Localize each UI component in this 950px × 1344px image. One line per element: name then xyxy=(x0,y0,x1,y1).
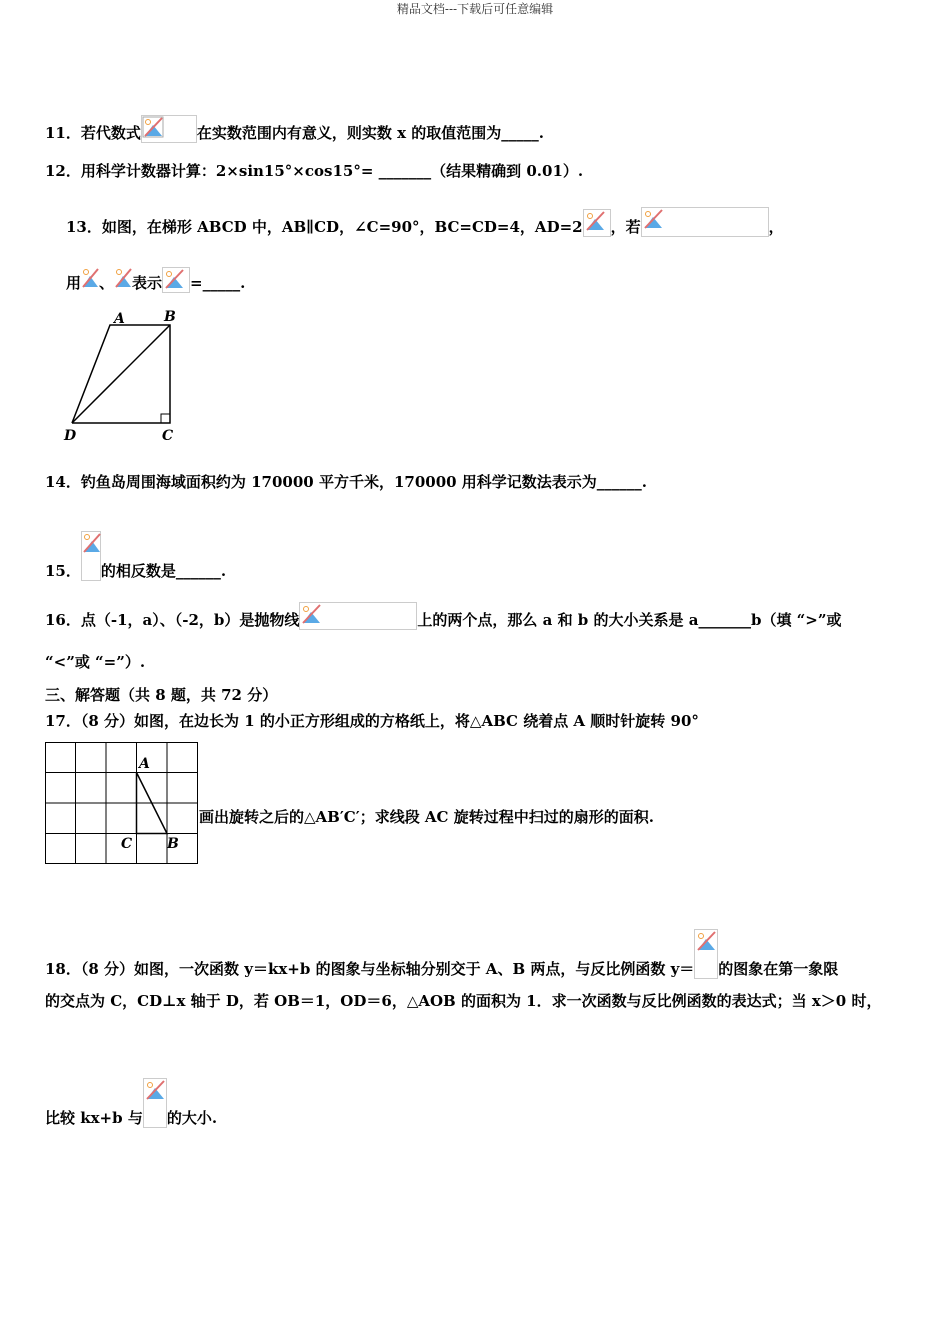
broken-image-icon xyxy=(641,207,769,237)
q17-text: 17．（8 分）如图，在边长为 1 的小正方形组成的方格纸上，将△ABC 绕着点 A 顺时针旋转 90° xyxy=(45,712,699,730)
broken-image-icon xyxy=(583,209,611,237)
q16-text-3: “<”或 “=”）. xyxy=(45,653,146,671)
q15-text: 15． xyxy=(45,562,81,580)
label-a: A xyxy=(114,311,125,327)
q18-text-2: 的图象在第一象限 xyxy=(718,960,839,978)
label-a: A xyxy=(139,756,150,772)
question-13 xyxy=(66,207,784,237)
broken-image-icon xyxy=(162,267,190,293)
question-11 xyxy=(45,115,544,143)
q17-text-2: 画出旋转之后的△AB′C′；求线段 AC 旋转过程中扫过的扇形的面积. xyxy=(199,808,654,826)
q13-text-2: ，若 xyxy=(610,218,641,236)
section-heading xyxy=(45,685,277,705)
q18-text: 18．（8 分）如图，一次函数 y＝kx+b 的图象与坐标轴分别交于 A、B 两点，与反比例函数 y＝ xyxy=(45,960,695,978)
question-16-line2 xyxy=(45,652,145,672)
q13-text-7: =_____. xyxy=(190,274,246,292)
question-12 xyxy=(45,161,583,181)
broken-image-icon xyxy=(81,267,99,293)
question-18-line2 xyxy=(45,991,881,1011)
broken-image-icon xyxy=(143,1078,167,1128)
q18-text-4: 比较 kx+b 与 xyxy=(45,1109,143,1127)
question-16 xyxy=(45,602,842,630)
label-c: C xyxy=(162,428,174,444)
broken-image-icon xyxy=(299,602,417,630)
broken-image-icon xyxy=(81,531,101,581)
q11-text-2: 在实数范围内有意义，则实数 x 的取值范围为_____. xyxy=(196,124,544,142)
q18-text-3: 的交点为 C，CD⊥x 轴于 D，若 OB＝1，OD＝6，△AOB 的面积为 1．求一次函数与反比例函数的表达式；当 x＞0 时， xyxy=(45,992,882,1010)
q12-text: 12．用科学计数器计算：2×sin15°×cos15°= _______（结果精确到 0.01）. xyxy=(45,162,584,180)
label-d: D xyxy=(64,428,77,444)
label-b: B xyxy=(164,309,176,325)
q13-text-4: 用 xyxy=(66,274,82,292)
q14-text: 14．钓鱼岛周围海域面积约为 170000 平方千米，170000 用科学记数法表示为______. xyxy=(45,473,648,491)
q13-text-3: ， xyxy=(768,218,784,236)
q16-text: 16．点（-1，a）、（-2，b）是抛物线 xyxy=(45,611,300,629)
question-13-line2 xyxy=(66,267,245,293)
question-18-line3 xyxy=(45,1078,217,1128)
q13-text-6: 表示 xyxy=(132,274,163,292)
broken-image-icon xyxy=(141,115,197,143)
label-c: C xyxy=(121,836,133,852)
section-title: 三、解答题（共 8 题，共 72 分） xyxy=(45,686,278,704)
question-18 xyxy=(45,929,838,979)
question-15 xyxy=(45,531,226,581)
question-17-line2 xyxy=(199,807,654,827)
q15-text-2: 的相反数是______. xyxy=(100,562,227,580)
grid-figure xyxy=(45,742,199,866)
broken-image-icon xyxy=(114,267,132,293)
question-17 xyxy=(45,711,699,731)
q18-text-5: 的大小. xyxy=(166,1109,218,1127)
q11-text: 11．若代数式 xyxy=(45,124,141,142)
label-b: B xyxy=(167,836,179,852)
q13-text: 13．如图，在梯形 ABCD 中，AB∥CD，∠C=90°，BC=CD=4，AD=2 xyxy=(66,218,583,236)
trapezoid-figure xyxy=(60,305,190,445)
q16-text-2: 上的两个点，那么 a 和 b 的大小关系是 a_______b（填 “>”或 xyxy=(417,611,842,629)
question-14 xyxy=(45,472,647,492)
q13-text-5: 、 xyxy=(99,274,115,292)
broken-image-icon xyxy=(694,929,718,979)
page-header: 精品文档---下载后可任意编辑 xyxy=(396,2,554,16)
